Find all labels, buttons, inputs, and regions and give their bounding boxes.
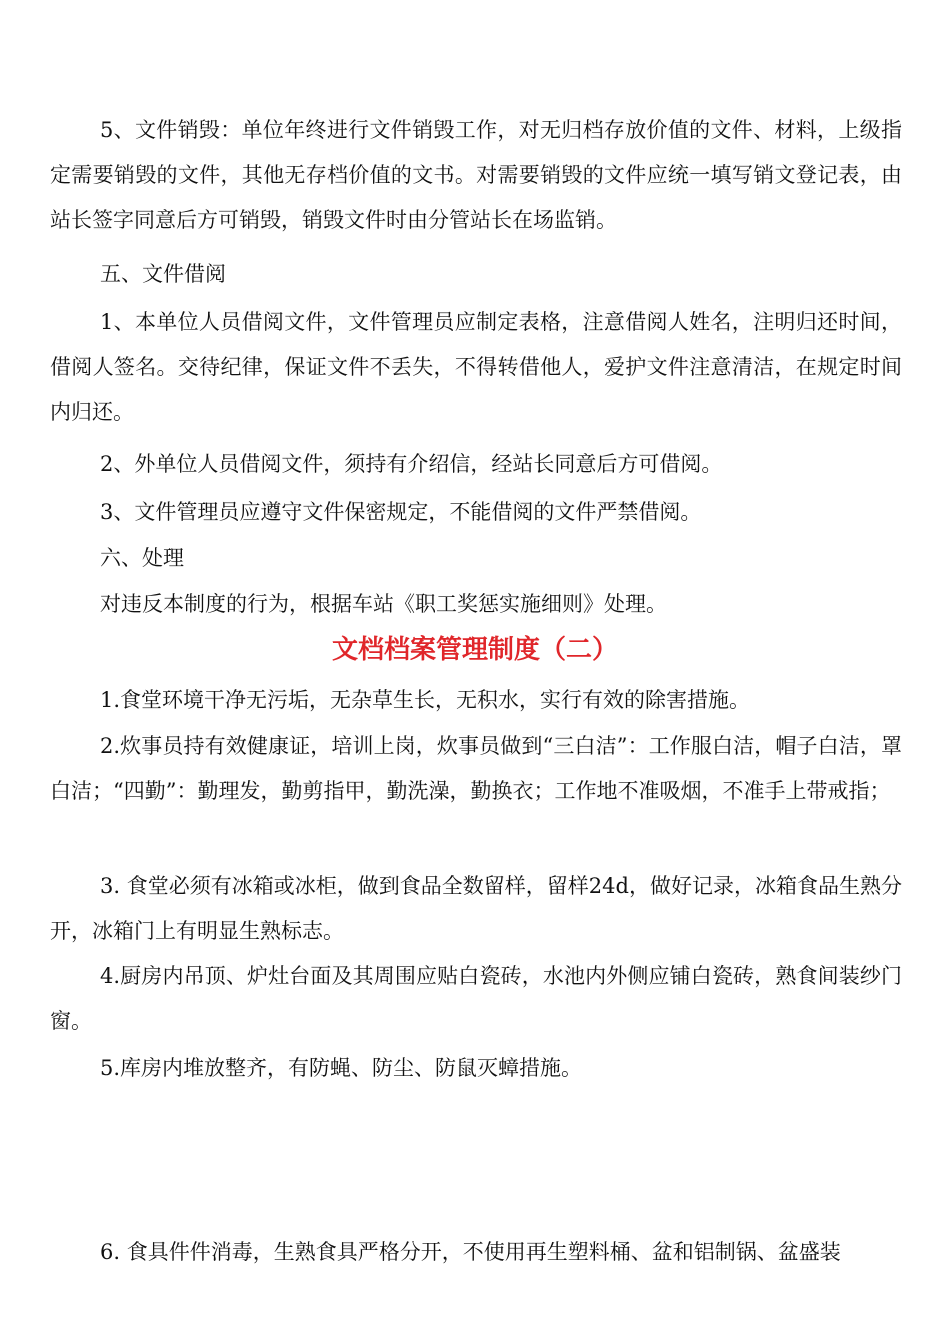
heading-handling: 六、处理: [100, 546, 184, 570]
paragraph-cook-hygiene: 2.炊事员持有效健康证，培训上岗，炊事员做到“三白洁”：工作服白洁，帽子白洁，罩白洁；“四勤”：勤理发，勤剪指甲，勤洗澡，勤换衣；工作地不准吸烟，不准手上带戒指；: [50, 734, 902, 803]
paragraph-food-samples: 3. 食堂必须有冰箱或冰柜，做到食品全数留样，留样24d，做好记录，冰箱食品生熟分开，冰箱门上有明显生熟标志。: [50, 874, 902, 943]
paragraph-canteen-environment: 1.食堂环境干净无污垢，无杂草生长，无积水，实行有效的除害措施。: [100, 688, 751, 712]
paragraph-storage: 5.库房内堆放整齐，有防蝇、防尘、防鼠灭蟑措施。: [100, 1056, 583, 1080]
paragraph-violation-handling: 对违反本制度的行为，根据车站《职工奖惩实施细则》处理。: [100, 592, 667, 616]
paragraph-external-borrowing: 2、外单位人员借阅文件，须持有介绍信，经站长同意后方可借阅。: [100, 452, 723, 476]
paragraph-internal-borrowing: 1、本单位人员借阅文件，文件管理员应制定表格，注意借阅人姓名，注明归还时间，借阅人签名。交待纪律，保证文件不丢失，不得转借他人，爱护文件注意清洁，在规定时间内归还。: [50, 310, 902, 424]
paragraph-tableware-disinfection: 6. 食具件件消毒，生熟食具严格分开，不使用再生塑料桶、盆和铝制锅、盆盛装: [100, 1240, 841, 1264]
paragraph-kitchen-tiles: 4.厨房内吊顶、炉灶台面及其周围应贴白瓷砖，水池内外侧应铺白瓷砖，熟食间装纱门窗。: [50, 964, 902, 1033]
paragraph-file-destruction: 5、文件销毁：单位年终进行文件销毁工作，对无归档存放价值的文件、材料，上级指定需要销毁的文件，其他无存档价值的文书。对需要销毁的文件应统一填写销文登记表，由站长签字同意后方可销毁，销毁文件时由分管站长在场监销。: [50, 118, 902, 232]
paragraph-confidentiality: 3、文件管理员应遵守文件保密规定，不能借阅的文件严禁借阅。: [100, 500, 702, 524]
heading-file-borrowing: 五、文件借阅: [100, 262, 226, 286]
section-title: 文档档案管理制度（二）: [331, 635, 618, 665]
